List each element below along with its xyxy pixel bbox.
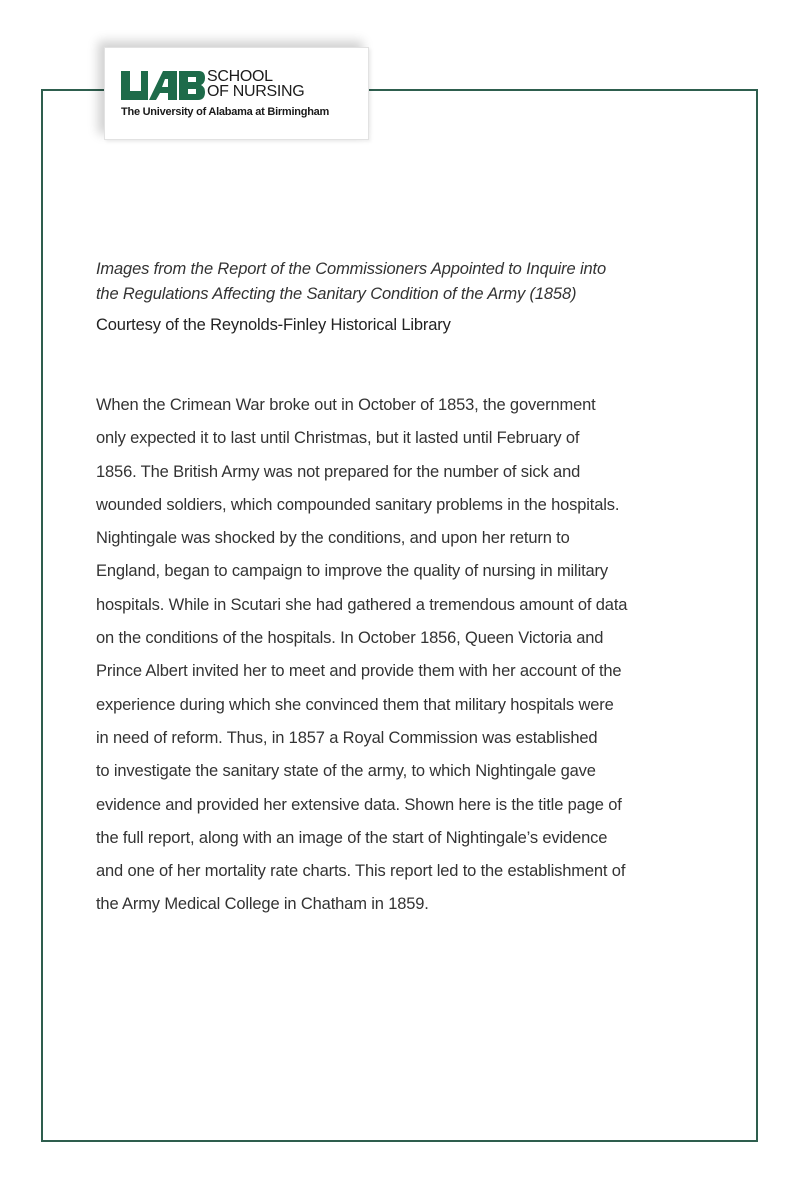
- body-line: wounded soldiers, which compounded sanitary problems in the hospitals.: [96, 495, 620, 514]
- body-line: the full report, along with an image of the start of Nightingale’s evidence: [96, 828, 608, 847]
- body-line: hospitals. While in Scutari she had gathered a tremendous amount of data: [96, 595, 628, 614]
- body-line: only expected it to last until Christmas, but it lasted until February of: [96, 429, 580, 448]
- body-line: to investigate the sanitary state of the army, to which Nightingale gave: [96, 762, 596, 781]
- body-line: and one of her mortality rate charts. This report led to the establishment of: [96, 862, 626, 881]
- body-line: Prince Albert invited her to meet and provide them with her account of the: [96, 662, 622, 681]
- school-of-nursing-wordmark: [207, 69, 304, 99]
- caption-title: [96, 257, 716, 307]
- body-line: 1856. The British Army was not prepared for the number of sick and: [96, 462, 581, 481]
- image-caption: [96, 257, 716, 337]
- university-name: The University of Alabama at Birmingham: [121, 106, 330, 118]
- body-line: on the conditions of the hospitals. In October 1856, Queen Victoria and: [96, 629, 604, 648]
- uab-logo-mark-icon: [121, 71, 205, 100]
- body-line: the Army Medical College in Chatham in 1859.: [96, 895, 429, 914]
- body-line: Nightingale was shocked by the conditions, and upon her return to: [96, 529, 570, 548]
- body-line: experience during which she convinced them that military hospitals were: [96, 695, 614, 714]
- body-line: in need of reform. Thus, in 1857 a Royal Commission was established: [96, 728, 598, 747]
- body-line: England, began to campaign to improve the quality of nursing in military: [96, 562, 608, 581]
- body-paragraph: [96, 389, 721, 922]
- body-line: When the Crimean War broke out in October of 1853, the government: [96, 396, 596, 414]
- caption-credit: Courtesy of the Reynolds-Finley Historical Library: [96, 316, 451, 334]
- body-line: evidence and provided her extensive data. Shown here is the title page of: [96, 795, 622, 814]
- uab-school-of-nursing-logo: [104, 47, 369, 140]
- of-nursing-line: OF NURSING: [207, 83, 305, 100]
- caption-title-line: the Regulations Affecting the Sanitary Condition of the Army (1858): [96, 285, 577, 303]
- caption-title-line: Images from the Report of the Commissioners Appointed to Inquire into: [96, 260, 606, 278]
- school-line: SCHOOL: [207, 68, 273, 85]
